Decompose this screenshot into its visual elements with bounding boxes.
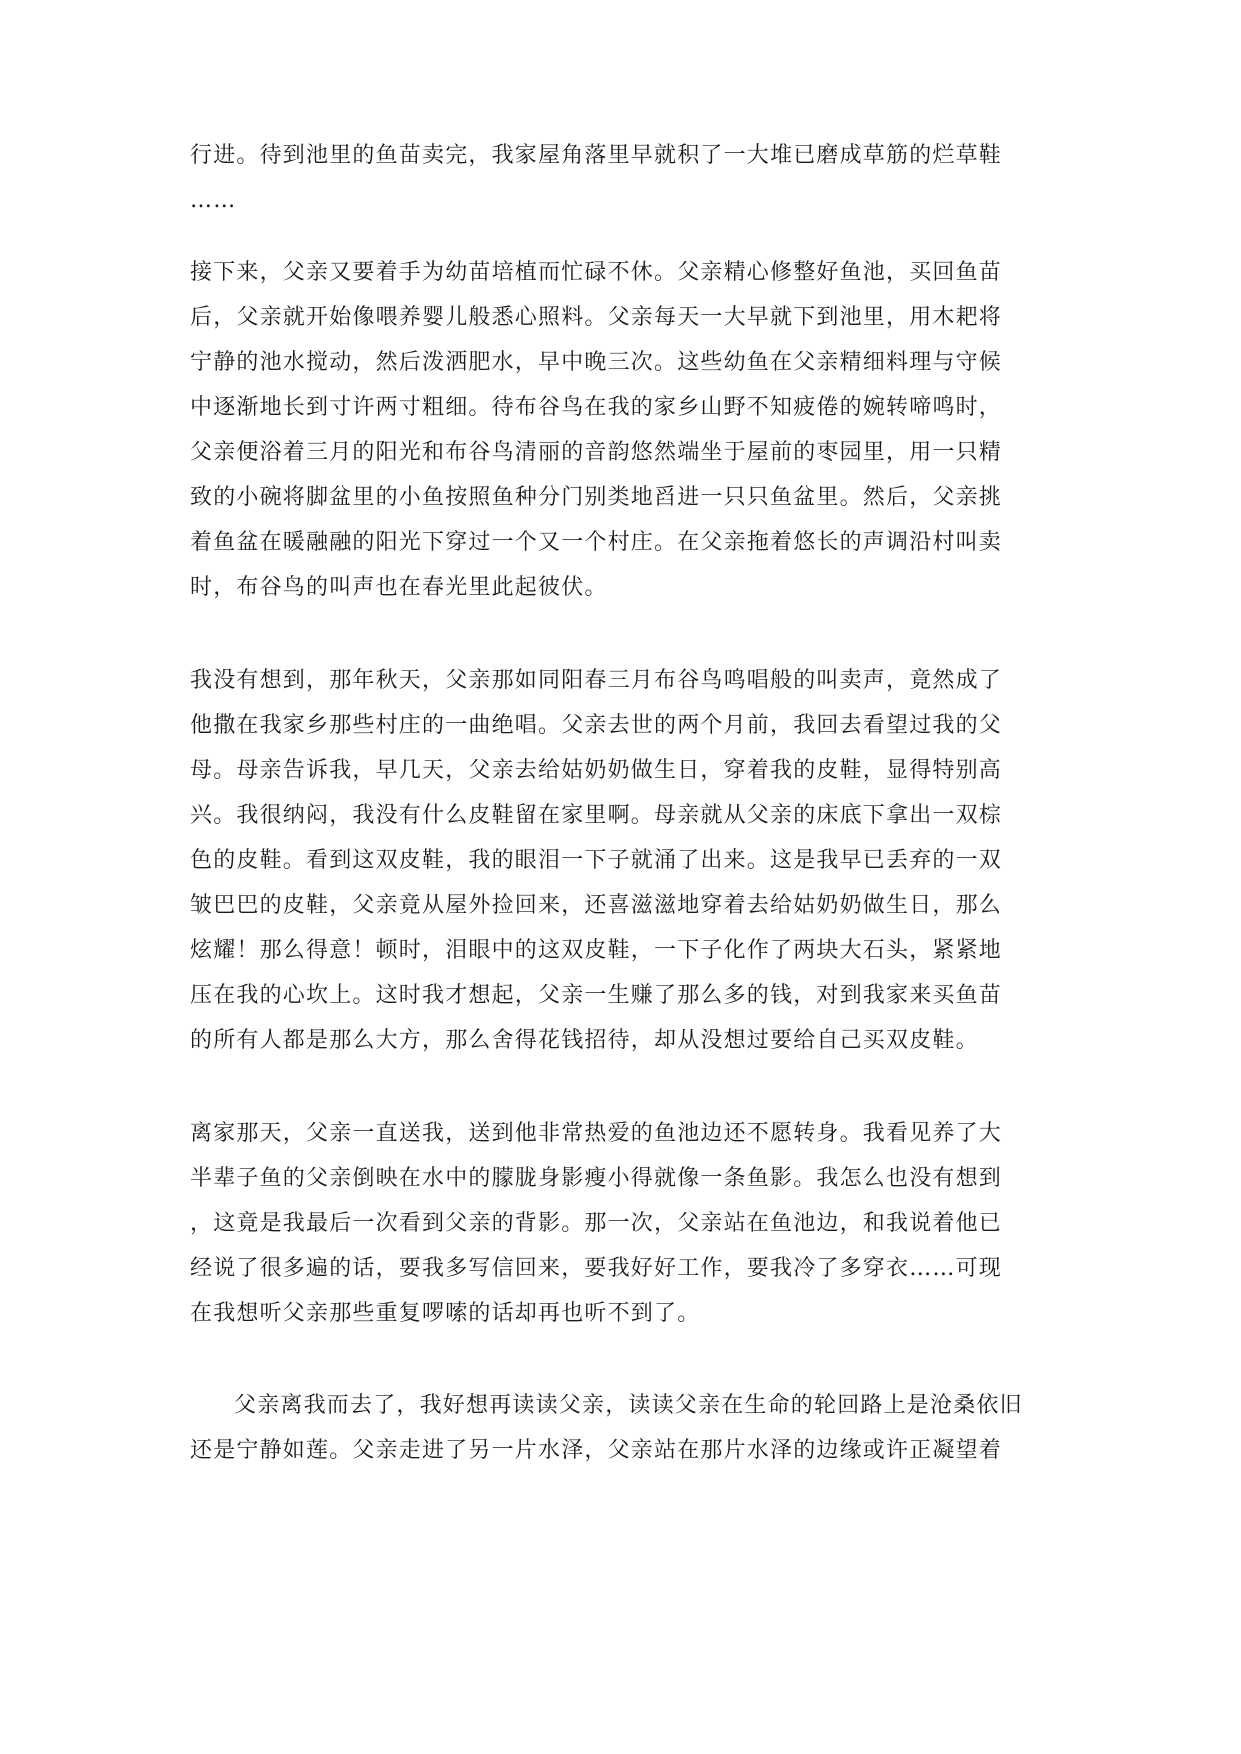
paragraph-line: 他撒在我家乡那些村庄的一曲绝唱。父亲去世的两个月前，我回去看望过我的父 xyxy=(190,713,1003,738)
paragraph-line: 着鱼盆在暖融融的阳光下穿过一个又一个村庄。在父亲拖着悠长的声调沿村叫卖 xyxy=(190,530,1003,555)
paragraph-line: 时，布谷鸟的叫声也在春光里此起彼伏。 xyxy=(190,575,608,600)
paragraph-line: 皱巴巴的皮鞋，父亲竟从屋外捡回来，还喜滋滋地穿着去给姑奶奶做生日，那么 xyxy=(190,893,1003,918)
paragraph-5 xyxy=(190,1383,1070,1473)
paragraph-line: 压在我的心坎上。这时我才想起，父亲一生赚了那么多的钱，对到我家来买鱼苗 xyxy=(190,983,1003,1008)
paragraph-line: 炫耀！那么得意！顿时，泪眼中的这双皮鞋，一下子化作了两块大石头，紧紧地 xyxy=(190,938,1003,963)
paragraph-4 xyxy=(190,1111,1070,1336)
paragraph-line: 宁静的池水搅动，然后泼洒肥水，早中晚三次。这些幼鱼在父亲精细料理与守候 xyxy=(190,350,1003,375)
paragraph-line: 兴。我很纳闷，我没有什么皮鞋留在家里啊。母亲就从父亲的床底下拿出一双棕 xyxy=(190,803,1003,828)
paragraph-1 xyxy=(190,133,1070,223)
paragraph-3 xyxy=(190,658,1070,1063)
paragraph-line: 的所有人都是那么大方，那么舍得花钱招待，却从没想过要给自己买双皮鞋。 xyxy=(190,1028,979,1053)
paragraph-2 xyxy=(190,250,1070,610)
paragraph-line: 父亲离我而去了，我好想再读读父亲，读读父亲在生命的轮回路上是沧桑依旧 xyxy=(234,1393,1023,1418)
paragraph-line: 母。母亲告诉我，早几天，父亲去给姑奶奶做生日，穿着我的皮鞋，显得特别高 xyxy=(190,758,1003,783)
paragraph-line: 经说了很多遍的话，要我多写信回来，要我好好工作，要我冷了多穿衣……可现 xyxy=(190,1256,1003,1281)
paragraph-line: 在我想听父亲那些重复啰嗦的话却再也听不到了。 xyxy=(190,1301,701,1326)
paragraph-line: 还是宁静如莲。父亲走进了另一片水泽，父亲站在那片水泽的边缘或许正凝望着 xyxy=(190,1438,1003,1463)
paragraph-line: ，这竟是我最后一次看到父亲的背影。那一次，父亲站在鱼池边，和我说着他已 xyxy=(190,1211,1003,1236)
paragraph-line: 后，父亲就开始像喂养婴儿般悉心照料。父亲每天一大早就下到池里，用木耙将 xyxy=(190,305,1003,330)
paragraph-line: 父亲便浴着三月的阳光和布谷鸟清丽的音韵悠然端坐于屋前的枣园里，用一只精 xyxy=(190,440,1003,465)
paragraph-line: 离家那天，父亲一直送我，送到他非常热爱的鱼池边还不愿转身。我看见养了大 xyxy=(190,1121,1003,1146)
paragraph-line: 致的小碗将脚盆里的小鱼按照鱼种分门别类地舀进一只只鱼盆里。然后，父亲挑 xyxy=(190,485,1003,510)
paragraph-line: 中逐渐地长到寸许两寸粗细。待布谷鸟在我的家乡山野不知疲倦的婉转啼鸣时， xyxy=(190,395,1003,420)
paragraph-line: 接下来，父亲又要着手为幼苗培植而忙碌不休。父亲精心修整好鱼池，买回鱼苗 xyxy=(190,260,1003,285)
paragraph-line: …… xyxy=(190,188,237,213)
paragraph-line: 色的皮鞋。看到这双皮鞋，我的眼泪一下子就涌了出来。这是我早已丢弃的一双 xyxy=(190,848,1003,873)
paragraph-line: 半辈子鱼的父亲倒映在水中的朦胧身影瘦小得就像一条鱼影。我怎么也没有想到 xyxy=(190,1166,1003,1191)
paragraph-line: 我没有想到，那年秋天，父亲那如同阳春三月布谷鸟鸣唱般的叫卖声，竟然成了 xyxy=(190,668,1003,693)
paragraph-line: 行进。待到池里的鱼苗卖完，我家屋角落里早就积了一大堆已磨成草筋的烂草鞋 xyxy=(190,143,1003,168)
